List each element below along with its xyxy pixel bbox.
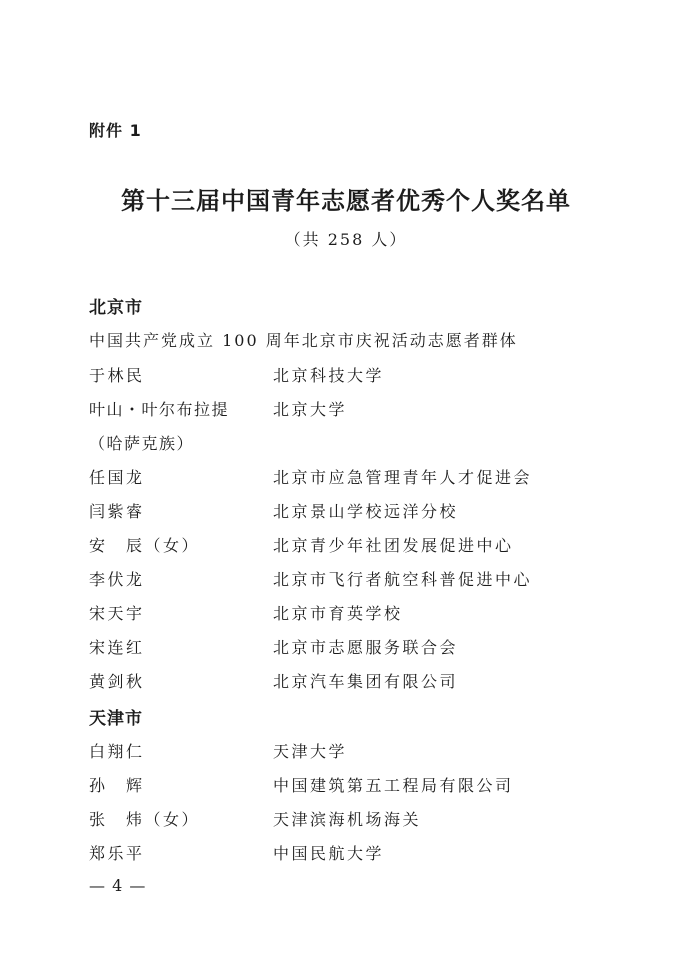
person-name: 黄剑秋	[89, 672, 145, 691]
person-org: 天津滨海机场海关	[273, 810, 422, 829]
person-name: 白翔仁	[89, 742, 145, 761]
attachment-label: 附件 1	[89, 121, 142, 140]
person-name: 于林民	[89, 366, 145, 385]
person-org: 北京市飞行者航空科普促进中心	[273, 570, 533, 589]
document-subtitle: （共 258 人）	[284, 230, 408, 249]
person-org: 北京景山学校远洋分校	[273, 502, 459, 521]
person-org: 北京市育英学校	[273, 604, 403, 623]
group-entry: 中国共产党成立 100 周年北京市庆祝活动志愿者群体	[89, 331, 518, 350]
person-name: 孙 辉	[89, 776, 145, 795]
person-name: 宋天宇	[89, 604, 145, 623]
document-title: 第十三届中国青年志愿者优秀个人奖名单	[121, 186, 571, 215]
person-org: 北京大学	[273, 400, 348, 419]
person-name: 郑乐平	[89, 844, 145, 863]
page-number: — 4 —	[89, 876, 147, 895]
person-org: 北京汽车集团有限公司	[273, 672, 459, 691]
person-name: 闫紫睿	[89, 502, 145, 521]
person-name: 任国龙	[89, 468, 145, 487]
person-org: 北京科技大学	[273, 366, 385, 385]
region-heading-beijing: 北京市	[89, 298, 143, 318]
person-org: 中国建筑第五工程局有限公司	[273, 776, 514, 795]
person-name: （哈萨克族）	[89, 434, 195, 453]
person-name: 张 炜（女）	[89, 810, 201, 829]
person-org: 中国民航大学	[273, 844, 385, 863]
person-org: 北京市应急管理青年人才促进会	[273, 468, 533, 487]
person-org: 北京青少年社团发展促进中心	[273, 536, 514, 555]
person-name: 李伏龙	[89, 570, 145, 589]
person-name: 叶山・叶尔布拉提	[89, 400, 230, 419]
person-name: 宋连红	[89, 638, 145, 657]
person-name: 安 辰（女）	[89, 536, 201, 555]
person-org: 天津大学	[273, 742, 348, 761]
person-org: 北京市志愿服务联合会	[273, 638, 459, 657]
region-heading-tianjin: 天津市	[89, 709, 143, 729]
